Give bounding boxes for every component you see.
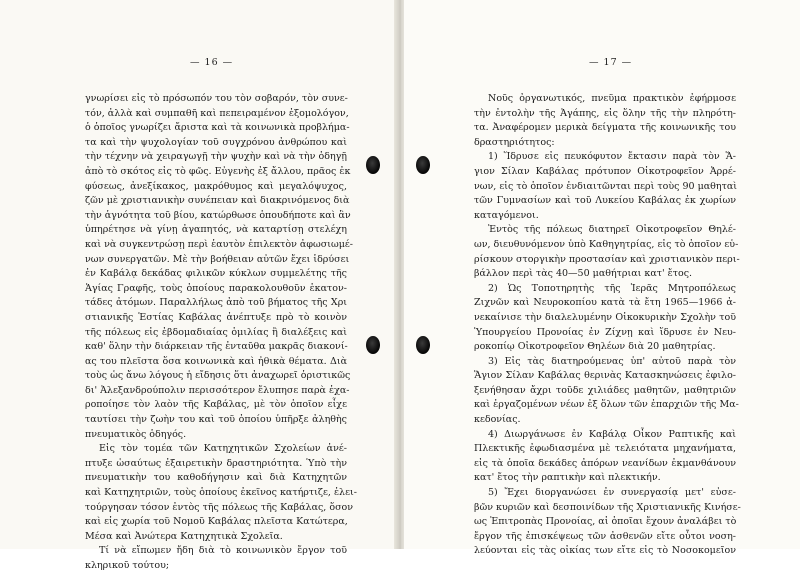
text-line: τὴν ἁγνότητα τοῦ βίου, κατώρθωσε ὁπουδήποτε καὶ ἂν bbox=[85, 209, 351, 221]
text-line: τα καὶ τὴν ψυχολογίαν τοῦ συγχρόνου ἀνθρώπου καὶ bbox=[85, 136, 347, 148]
text-line: 1) Ἵδρυσε εἰς πευκόφυτον ἔκτασιν παρὰ τὸν Ἅ- bbox=[488, 151, 736, 163]
text-line: ἀπὸ τὸ σκότος εἰς τὸ φῶς. Εὐγενὴς ἐξ ἄλλου, πρᾶος ἐκ bbox=[85, 165, 351, 177]
text-line: 2) Ὡς Τοποτηρητὴς τῆς Ἱερᾶς Μητροπόλεως bbox=[488, 282, 736, 294]
text-line: πνευματικὸς ὁδηγός. bbox=[85, 428, 187, 440]
text-line: δραστηριότητος: bbox=[474, 136, 555, 148]
text-line: τοὺς ὡς ἄνω λόγους ἡ εἴδησις ὅτι ἀναχωρεῖ ὁριστικῶς bbox=[85, 370, 351, 382]
text-line: ἐν Καβάλᾳ δεκάδας φιλικῶν κύκλων συμμελέτης τῆς bbox=[85, 268, 347, 280]
text-line: ρίσκουν στοργικὴν προστασίαν καὶ χριστιανικὸν περι- bbox=[474, 253, 740, 265]
text-line: ως Ἐπιτροπὰς Προνοίας, αἱ ὁποῖαι ἔχουν ἀναλάβει τὸ bbox=[474, 516, 737, 528]
text-line: ροκοπίῳ Οἰκοτροφεῖον Θηλέων διὰ 20 μαθητρίας. bbox=[474, 341, 716, 353]
text-line: ων, διευθυνόμενον ὑπὸ Καθηγητρίας, εἰς τὸ ὁποῖον εὑ- bbox=[474, 238, 739, 250]
text-line: πνευματικὴν του καθοδήγησιν καὶ διὰ Κατηχητῶν bbox=[85, 472, 347, 484]
text-line: καταγόμενοι. bbox=[474, 209, 539, 221]
text-line: ξενήθησαν ἄχρι τοῦδε χιλιάδες μαθητῶν, μαθητριῶν bbox=[474, 384, 736, 396]
text-line: κληρικοῦ τούτου; bbox=[85, 560, 170, 571]
text-line: τῶν Γυμνασίων καὶ τοῦ Λυκείου Καβάλας ἐκ χωρίων bbox=[474, 195, 736, 207]
text-line: Πλεκτικῆς ἐφωδιασμένα μὲ τελειότατα μηχανήματα, bbox=[474, 443, 736, 455]
text-line: Νοῦς ὀργανωτικός, πνεῦμα πρακτικὸν ἐφήρμοσε bbox=[488, 93, 736, 104]
page-number-right: — 17 — bbox=[589, 57, 633, 68]
text-line: γνωρίσει εἰς τὸ πρόσωπόν του τὸν σοβαρόν, τὸν συνε- bbox=[85, 93, 348, 104]
text-line: ὑπηρέτησε νὰ γίνῃ ἀγαπητός, νὰ καταρτίσῃ στελέχη bbox=[85, 224, 347, 236]
left-page-text bbox=[85, 92, 357, 574]
text-line: ροποίησε τὸν λαὸν τῆς Καβάλας, μὲ τὸν ὁποῖον εἶχε bbox=[85, 399, 347, 411]
text-line: Ἁγίας Γραφῆς, τοὺς ὁποίους παρακολουθοῦν ἑκατον- bbox=[85, 282, 347, 294]
text-line: Ζιχνῶν καὶ Νευροκοπίου κατὰ τὰ ἔτη 1965—1966 ἀ- bbox=[474, 297, 736, 309]
text-line: τόν, ἀλλὰ καὶ συμπαθῆ καὶ πεπειραμένον ἐξομολόγον, bbox=[85, 107, 349, 119]
text-line: καὶ ἐργαζομένων νέων ἐξ ὅλων τῶν ἐπαρχιῶν τῆς Μα- bbox=[474, 399, 739, 411]
binding-hole-icon bbox=[416, 156, 430, 174]
text-line: νων, εἰς τὸ ὁποῖον ἐνδιαιτῶνται περὶ τοὺς 90 μαθηταὶ bbox=[474, 180, 737, 192]
text-line: ταυτίσει τὴν ζωὴν του καὶ τοῦ ὁποίου ὑπῆρξε ἀληθὴς bbox=[85, 414, 347, 426]
text-line: Ὑπουργείου Προνοίας ἐν Ζίχνῃ καὶ ἵδρυσε ἐν Νευ- bbox=[474, 326, 736, 338]
text-line: κατ' ἔτος τὴν ραπτικὴν καὶ πλεκτικήν. bbox=[474, 472, 661, 484]
text-line: τα. Ἀναφέρομεν μερικὰ δείγματα τῆς κοινωνικῆς του bbox=[474, 122, 736, 134]
text-line: εἰς τὰ ὁποῖα δεκάδες ἀπόρων νεανίδων ἐκμανθάνουν bbox=[474, 457, 736, 469]
text-line: τὴν τέχνην νὰ χειραγωγῇ τὴν ψυχὴν καὶ νὰ τὴν ὁδηγῇ bbox=[85, 151, 347, 163]
binding-hole-icon bbox=[416, 336, 430, 354]
text-line: Τί νὰ εἴπωμεν ἤδη διὰ τὸ κοινωνικὸν ἔργον τοῦ bbox=[99, 545, 347, 557]
text-line: φύσεως, ἀνεξίκακος, μακρόθυμος καὶ μεγαλόψυχος, bbox=[85, 180, 347, 192]
text-line: ας του πλεῖστα ὅσα κοινωνικὰ καὶ ἠθικὰ θέματα. Διὰ bbox=[85, 355, 347, 367]
left-page bbox=[0, 0, 396, 571]
text-line: 5) Ἔχει διοργανώσει ἐν συνεργασίᾳ μετ' εὐσε- bbox=[488, 487, 736, 499]
text-line: Μέσα καὶ Ἀνώτερα Κατηχητικὰ Σχολεῖα. bbox=[85, 530, 283, 542]
text-line: καὶ Κατηχητριῶν, τοὺς ὁποίους ἐκεῖνος κατήρτιζε, ἐλει- bbox=[85, 487, 357, 499]
text-line: κεδονίας. bbox=[474, 414, 521, 426]
text-line: τάδες ἀτόμων. Παραλλήλως ἀπὸ τοῦ βήματος τῆς Χρι bbox=[85, 297, 347, 309]
text-line: τούργησαν τόσον ἐντὸς τῆς πόλεως τῆς Καβάλας, ὅσον bbox=[85, 501, 354, 513]
text-line: 4) Διωργάνωσε ἐν Καβάλᾳ Οἶκον Ραπτικῆς καὶ bbox=[488, 428, 736, 440]
binding-hole-icon bbox=[366, 336, 380, 354]
text-line: τὴν ἐντολὴν τῆς Ἀγάπης, εἰς ὅλην τῆς τὴν πληρότη- bbox=[474, 107, 736, 119]
text-line: καὶ νὰ συγκεντρώσῃ περὶ ἑαυτὸν ἐπιλεκτὸν ἀφωσιωμέ- bbox=[85, 238, 354, 250]
text-line: Εἰς τὸν τομέα τῶν Κατηχητικῶν Σχολείων ἀνέ- bbox=[99, 443, 347, 455]
text-line: δι' Ἀλεξανδρούπολιν περισσότερον ἔλυπησε παρὰ ἐχα- bbox=[85, 384, 350, 396]
text-line: ζῶν μὲ χριστιανικὴν συνέπειαν καὶ διακρινόμενος διὰ bbox=[85, 195, 350, 207]
right-page bbox=[404, 0, 800, 557]
text-line: 3) Εἰς τὰς διατηρούμενας ὑπ' αὐτοῦ παρὰ τὸν bbox=[488, 355, 736, 367]
text-line: Ἅγιον Σίλαν Καβάλας θερινὰς Κατασκηνώσεις ἐφιλο- bbox=[474, 370, 736, 382]
text-line: λεύονται εἰς τὰς οἰκίας των εἴτε εἰς τὸ Νοσοκομεῖον bbox=[474, 545, 736, 557]
text-line: καὶ εἰς χωρία τοῦ Νομοῦ Καβάλας πλεῖστα Κατώτερα, bbox=[85, 516, 348, 528]
page-number-left: — 16 — bbox=[190, 57, 234, 68]
text-line: νεκαίνισε τὴν διαλελυμένην Οἰκοκυρικὴν Σχολὴν τοῦ bbox=[474, 311, 736, 323]
text-line: τῆς πόλεως εἰς ἑβδομαδιαίας ὁμιλίας ἢ διαλέξεις καὶ bbox=[85, 326, 347, 338]
text-line: καθ' ὅλην τὴν διάρκειαν τῆς ἐνταῦθα μακρᾶς διακονί- bbox=[85, 341, 348, 353]
right-page-text bbox=[474, 92, 741, 559]
text-line: ἔργον τῆς ἐπισκέψεως τῶν ἀσθενῶν εἴτε οὗτοι νοση- bbox=[474, 530, 736, 542]
text-line: βάλλον περὶ τὰς 40—50 μαθήτριαι κατ' ἔτος. bbox=[474, 268, 693, 280]
text-line: Ἐντὸς τῆς πόλεως διατηρεῖ Οἰκοτροφεῖον Θηλέ- bbox=[488, 224, 736, 236]
text-line: νων συνεργατῶν. Μὲ τὴν βοήθειαν αὐτῶν ἔχει ἱδρύσει bbox=[85, 253, 350, 265]
text-line: ὁ ὁποῖος γνωρίζει ἄριστα καὶ τὰ κοινωνικὰ προβλήμα- bbox=[85, 122, 350, 134]
text-line: στιανικῆς Ἑστίας Καβάλας ἀνέπτυξε πρὸ τὸ κοινὸν bbox=[85, 311, 347, 323]
text-line: βῶν κυριῶν καὶ δεσποινίδων τῆς Χριστιανικῆς Κινήσε- bbox=[474, 501, 741, 513]
text-line: γιον Σίλαν Καβάλας πρότυπον Οἰκοτροφεῖον Ἀρρέ- bbox=[474, 165, 736, 177]
binding-hole-icon bbox=[366, 156, 380, 174]
text-line: πτυξε ὡσαύτως ἐξαιρετικὴν δραστηριότητα. Ὑπὸ τὴν bbox=[85, 457, 347, 469]
